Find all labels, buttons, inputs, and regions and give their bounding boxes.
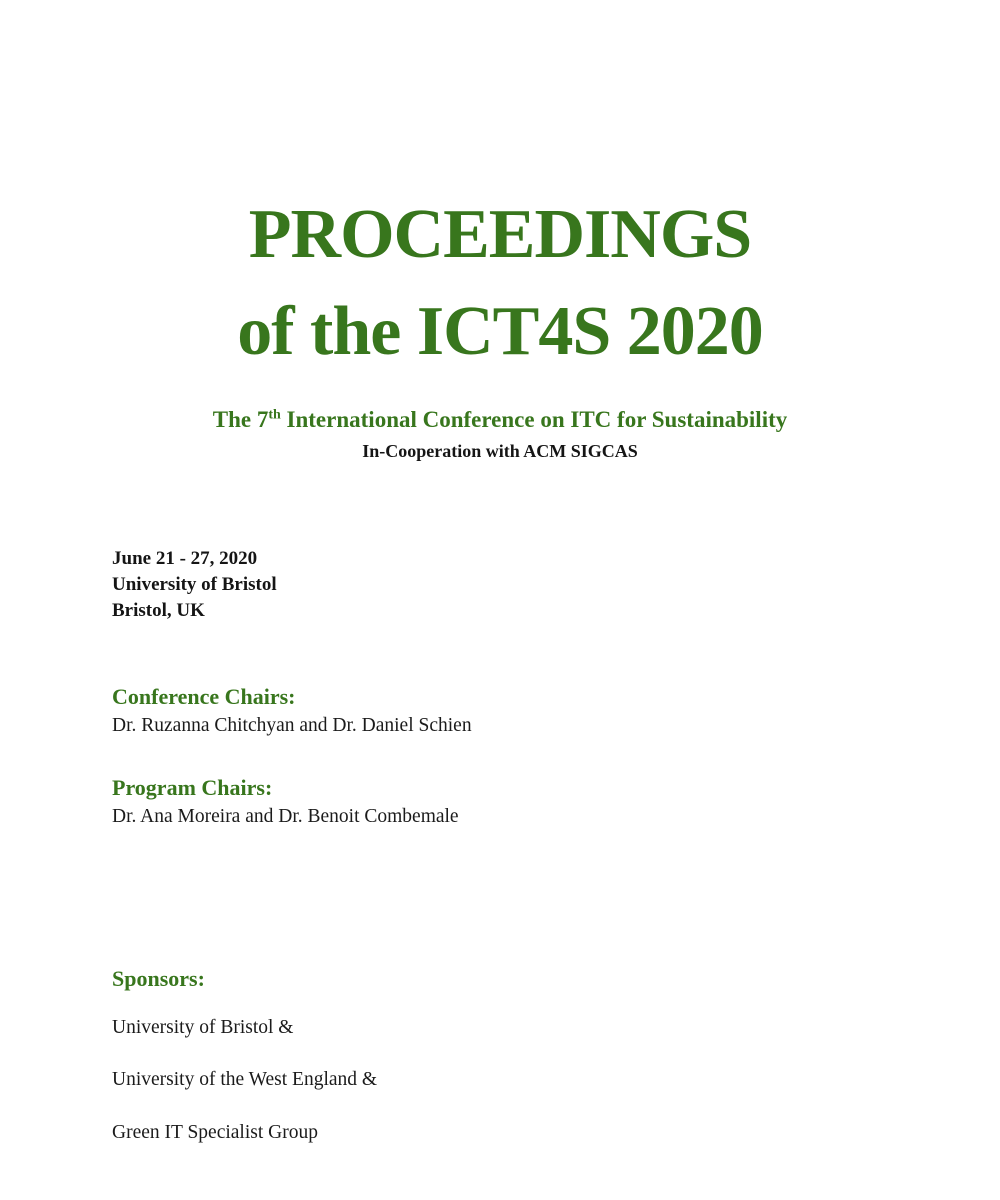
page-title	[0, 186, 1000, 380]
conference-subtitle	[0, 406, 1000, 434]
program-chairs-names: Dr. Ana Moreira and Dr. Benoit Combemale	[112, 806, 459, 827]
subtitle-superscript: th	[268, 407, 281, 423]
sponsors-heading: Sponsors:	[112, 966, 205, 991]
event-location: Bristol, UK	[112, 600, 205, 621]
sponsor-item: Green IT Specialist Group	[112, 1122, 318, 1143]
page-title-line1: PROCEEDINGS	[248, 196, 752, 273]
event-details	[112, 546, 277, 624]
event-dates: June 21 - 27, 2020	[112, 548, 258, 569]
page-title-line2: of the ICT4S 2020	[237, 293, 763, 370]
program-chairs-heading: Program Chairs:	[112, 775, 273, 800]
cooperation-line: In-Cooperation with ACM SIGCAS	[362, 441, 638, 461]
sponsor-item: University of Bristol &	[112, 1017, 294, 1038]
conference-chairs-heading: Conference Chairs:	[112, 684, 296, 709]
subtitle-rest: International Conference on ITC for Sustainability	[280, 407, 788, 432]
sponsor-item: University of the West England &	[112, 1069, 378, 1090]
event-venue: University of Bristol	[112, 574, 277, 595]
subtitle-prefix: The 7	[212, 407, 269, 432]
conference-chairs-names: Dr. Ruzanna Chitchyan and Dr. Daniel Schien	[112, 715, 472, 736]
